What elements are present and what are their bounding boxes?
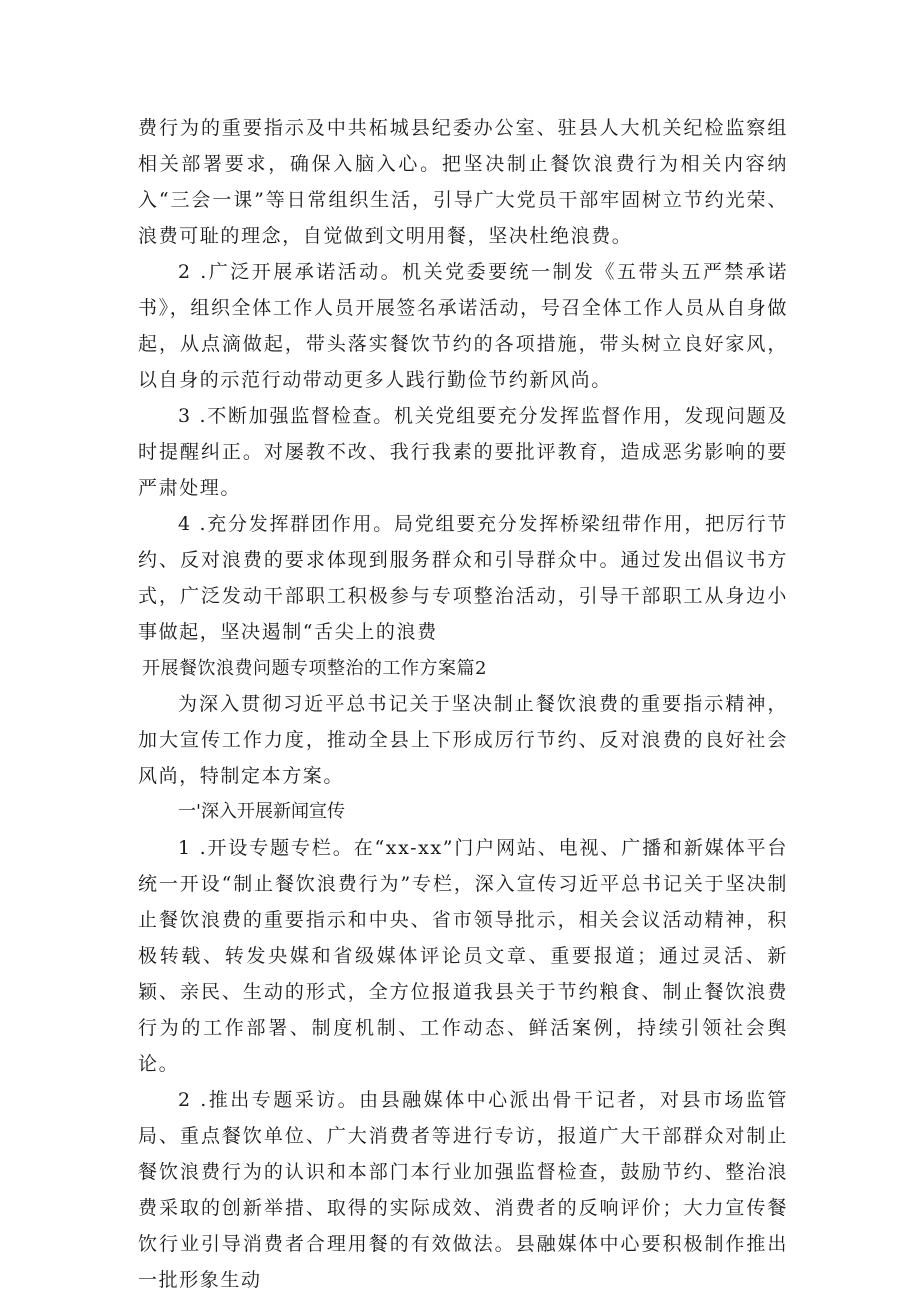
document-page [138,110,788,1298]
paragraph-item-2: 2 .广泛开展承诺活动。机关党委要统一制发《五带头五严禁承诺书》，组织全体工作人员开展签名承诺活动，号召全体工作人员从自身做起，从点滴做起，带头落实餐饮节约的各项措施，带头树立良好家风，以自身的示范行动带动更多人践行勤俭节约新风尚。 [138,261,788,391]
intro-paragraph: 为深入贯彻习近平总书记关于坚决制止餐饮浪费的重要指示精神，加大宣传工作力度，推动全县上下形成厉行节约、反对浪费的良好社会风尚，特制定本方案。 [138,693,788,787]
sub-heading: 一'深入开展新闻宣传 [178,801,345,822]
paragraph-item-2-interviews: 2 .推出专题采访。由县融媒体中心派出骨干记者，对县市场监管局、重点餐饮单位、广大消费者等进行专访，报道广大干部群众对制止餐饮浪费行为的认识和本部门本行业加强监督检查，鼓励节约、整治浪费采取的创新举措、取得的实际成效、消费者的反响评价；大力宣传餐饮行业引导消费者合理用餐的有效做法。县融媒体中心要积极制作推出一批形象生动 [138,1089,788,1291]
paragraph-item-1-columns: 1 .开设专题专栏。在“xx-xx”门户网站、电视、广播和新媒体平台统一开设“制止餐饮浪费行为”专栏，深入宣传习近平总书记关于坚决制止餐饮浪费的重要指示和中央、省市领导批示，相关会议活动精神，积极转载、转发央媒和省级媒体评论员文章、重要报道；通过灵活、新颖、亲民、生动的形式，全方位报道我县关于节约粮食、制止餐饮浪费行为的工作部署、制度机制、工作动态、鲜活案例，持续引领社会舆论。 [138,837,788,1075]
paragraph-continued: 费行为的重要指示及中共柘城县纪委办公室、驻县人大机关纪检监察组相关部署要求，确保入脑入心。把坚决制止餐饮浪费行为相关内容纳入“三会一课”等日常组织生活，引导广大党员干部牢固树立节约光荣、浪费可耻的理念，自觉做到文明用餐，坚决杜绝浪费。 [138,117,788,247]
paragraph-item-3: 3 .不断加强监督检查。机关党组要充分发挥监督作用，发现问题及时提醒纠正。对屡教不改、我行我素的要批评教育，造成恶劣影响的要严肃处理。 [138,405,788,499]
paragraph-item-4: 4 .充分发挥群团作用。局党组要充分发挥桥梁纽带作用，把厉行节约、反对浪费的要求体现到服务群众和引导群众中。通过发出倡议书方式，广泛发动干部职工积极参与专项整治活动，引导干部职工从身边小事做起，坚决遏制“舌尖上的浪费 [138,513,788,643]
section-title: 开展餐饮浪费问题专项整治的工作方案篇2 [142,658,487,679]
